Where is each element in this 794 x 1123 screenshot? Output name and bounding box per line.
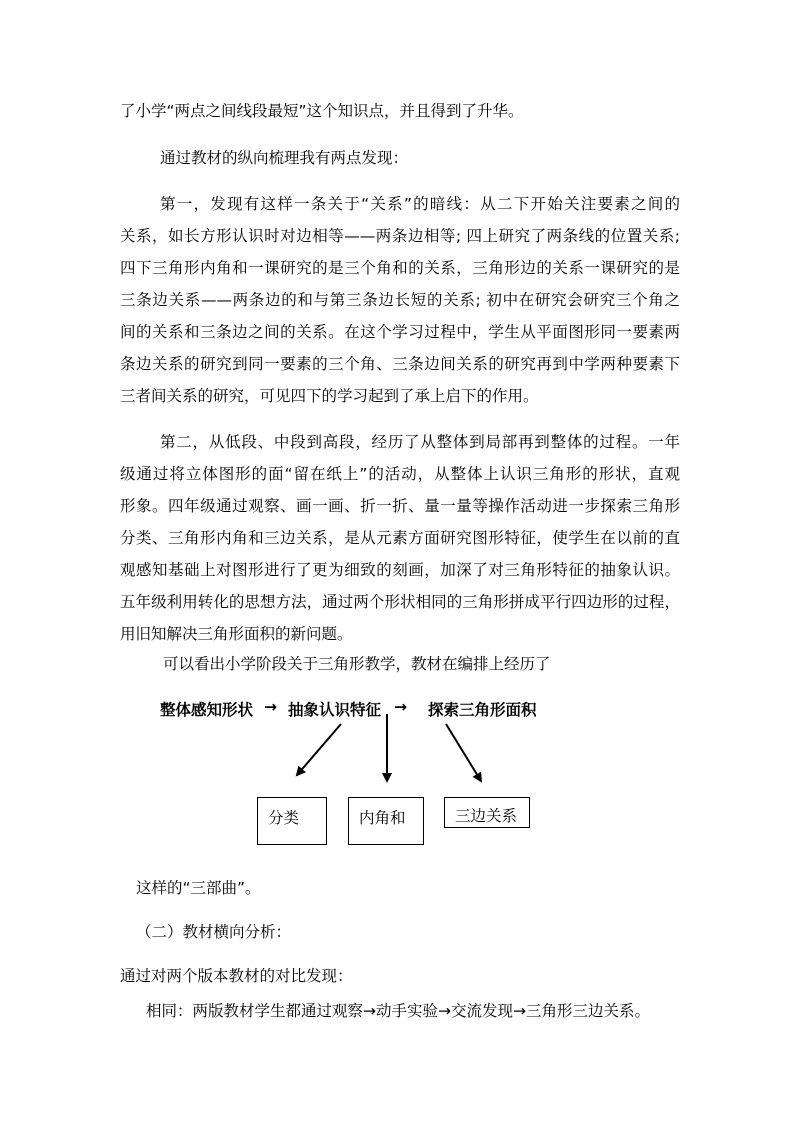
section-heading: （二）教材横向分析： — [136, 923, 292, 941]
text-line: 通过教材的纵向梳理我有两点发现： — [160, 149, 409, 167]
text-line: 相同：两版教材学生都通过观察→动手实验→交流发现→三角形三边关系。 — [146, 1002, 650, 1020]
text-line: 可以看出小学阶段关于三角形教学，教材在编排上经历了 — [163, 655, 551, 673]
text-line: 三条边关系——两条边的和与第三条边长短的关系; 初中在研究会研究三个角之 — [120, 291, 680, 309]
text-line: 了小学“两点之间线段最短”这个知识点，并且得到了升华。 — [120, 102, 524, 120]
box-angle-sum: 内角和 — [348, 797, 424, 845]
text-line: 条边关系的研究到同一要素的三个角、三条边间关系的研究再到中学两种要素下 — [120, 355, 680, 373]
text-line: 形象。四年级通过观察、画一画、折一折、量一量等操作活动进一步探索三角形 — [120, 497, 680, 515]
arrow-to-classification — [297, 724, 341, 775]
text-line: 第二，从低段、中段到高段，经历了从整体到局部再到整体的过程。一年 — [160, 433, 680, 451]
text-line: 这样的“三部曲”。 — [136, 879, 261, 897]
text-line: 四下三角形内角和一课研究的是三个角和的关系，三角形边的关系一课研究的是 — [120, 259, 680, 277]
stage-explore-area: 探索三角形面积 — [428, 701, 537, 719]
text-line: 用旧知解决三角形面积的新问题。 — [120, 625, 353, 643]
stage-overall-perception: 整体感知形状 — [160, 701, 254, 719]
text-line: 关系，如长方形认识时对边相等——两条边相等; 四上研究了两条线的位置关系; — [120, 227, 680, 245]
text-line: 分类、三角形内角和三边关系，是从元素方面研究图形特征，使学生在以前的直 — [120, 529, 680, 547]
flow-arrow: → — [264, 698, 277, 716]
box-side-relation: 三边关系 — [444, 797, 530, 828]
text-line: 通过对两个版本教材的对比发现： — [120, 967, 353, 985]
flow-arrow: → — [394, 698, 407, 716]
text-line: 间的关系和三条边之间的关系。在这个学习过程中，学生从平面图形同一要素两 — [120, 323, 680, 341]
arrow-to-side-relation — [446, 724, 481, 781]
text-line: 观感知基础上对图形进行了更为细致的刻画，加深了对三角形特征的抽象认识。 — [120, 561, 680, 579]
text-line: 三者间关系的研究，可见四下的学习起到了承上启下的作用。 — [120, 387, 539, 405]
text-line: 五年级利用转化的思想方法，通过两个形状相同的三角形拼成平行四边形的过程， — [120, 593, 680, 611]
stage-abstract-features: 抽象认识特征 — [288, 701, 382, 719]
box-classification: 分类 — [257, 797, 327, 845]
text-line: 级通过将立体图形的面“留在纸上”的活动，从整体上认识三角形的形状，直观 — [120, 465, 680, 483]
text-line: 第一，发现有这样一条关于“关系”的暗线：从二下开始关注要素之间的 — [160, 195, 680, 213]
